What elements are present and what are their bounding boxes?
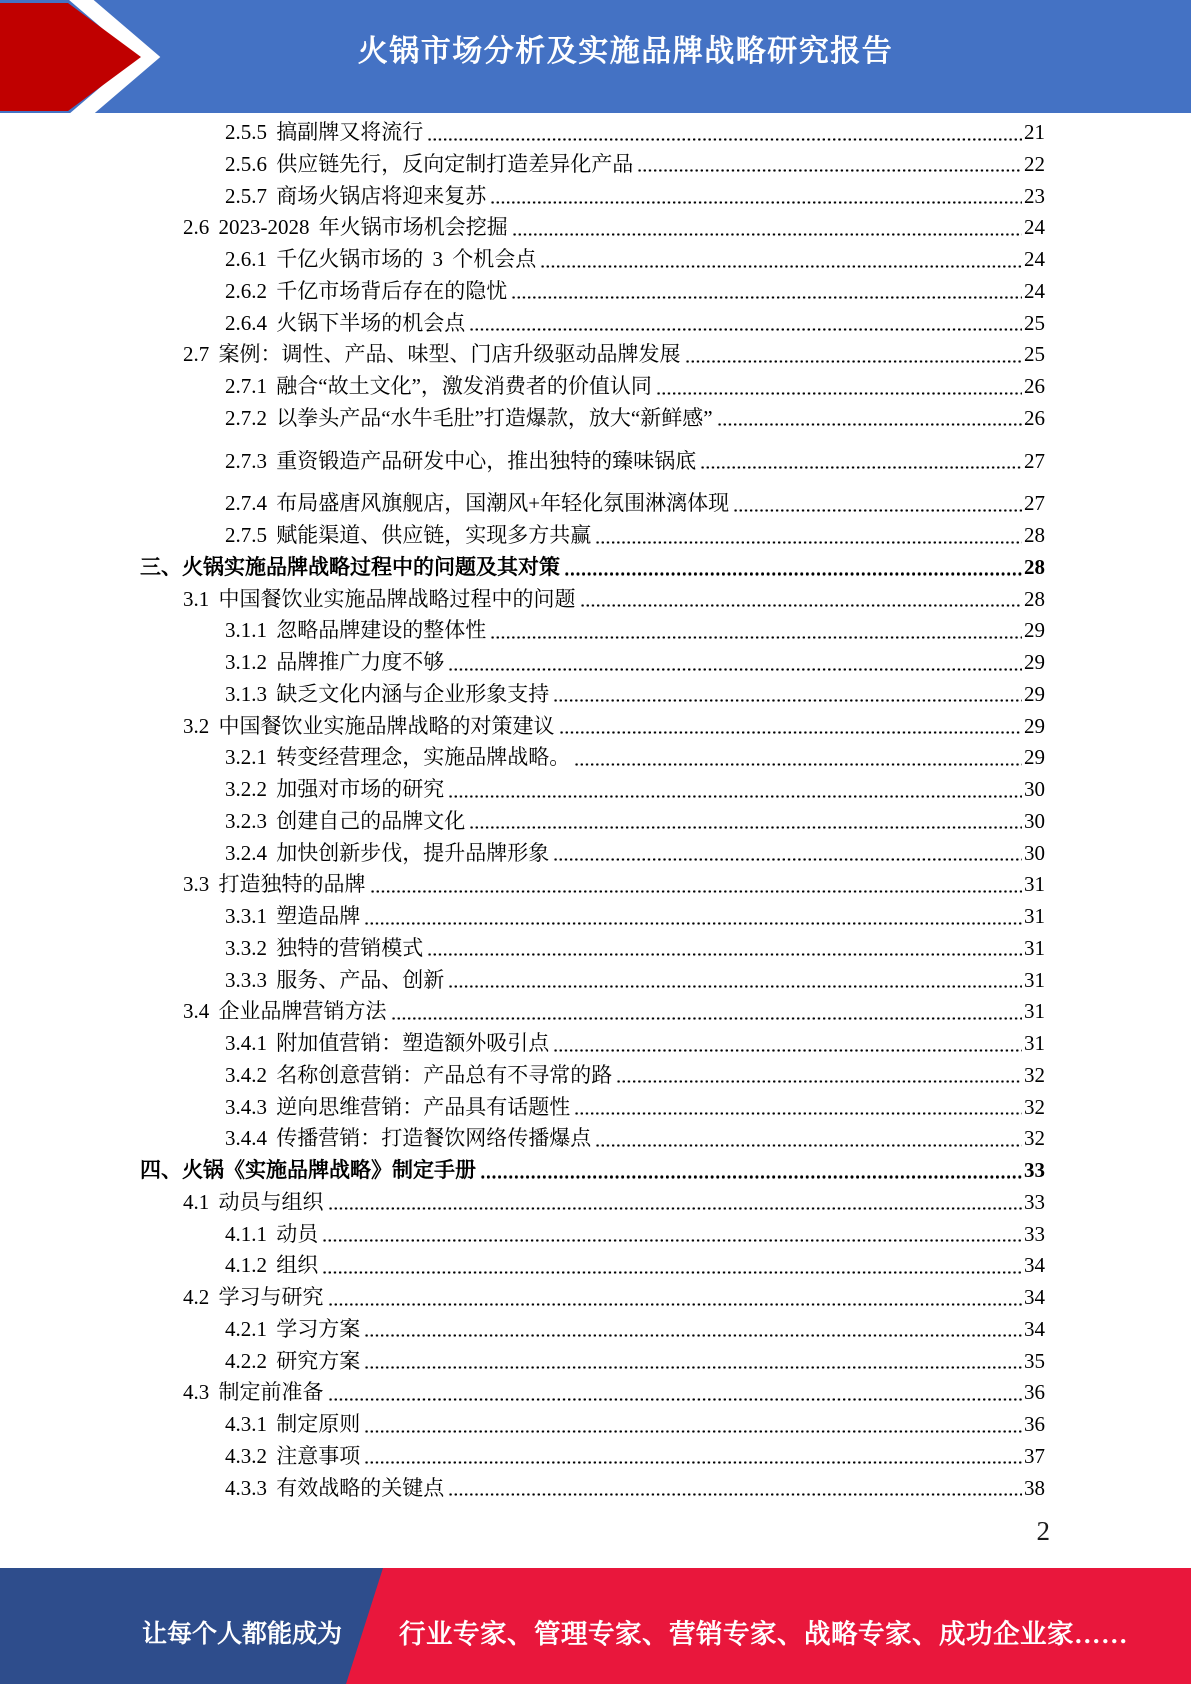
toc-entry-text: 3.3.3 服务、产品、创新 bbox=[225, 967, 445, 992]
dotted-leader bbox=[391, 996, 1023, 1028]
toc-entry-text: 3.1.1 忽略品牌建设的整体性 bbox=[225, 618, 487, 643]
dotted-leader bbox=[469, 806, 1022, 838]
dotted-leader bbox=[559, 711, 1023, 743]
toc-entry[interactable] bbox=[225, 1409, 1045, 1441]
toc-entry[interactable] bbox=[225, 1060, 1045, 1092]
toc-entry[interactable] bbox=[225, 742, 1045, 774]
toc-entry-text: 3.4.4 传播营销：打造餐饮网络传播爆点 bbox=[225, 1126, 592, 1151]
toc-page-number: 29 bbox=[1024, 713, 1045, 738]
toc-entry-text: 3.4.1 附加值营销：塑造额外吸引点 bbox=[225, 1031, 550, 1055]
toc-entry-text: 2.6.2 千亿市场背后存在的隐忧 bbox=[225, 278, 508, 303]
toc-entry[interactable] bbox=[225, 679, 1045, 711]
toc-page-number: 36 bbox=[1024, 1380, 1045, 1405]
toc-page-number: 30 bbox=[1024, 840, 1045, 865]
toc-entry-text: 4.1 动员与组织 bbox=[183, 1189, 324, 1214]
footer-slogan-right: 行业专家、管理专家、营销专家、战略专家、成功企业家…… bbox=[399, 1619, 1128, 1649]
toc-entry[interactable] bbox=[183, 584, 1045, 616]
toc-page-number: 30 bbox=[1024, 808, 1045, 833]
dotted-leader bbox=[364, 1441, 1022, 1473]
dotted-leader bbox=[512, 212, 1022, 244]
dotted-leader bbox=[490, 615, 1022, 647]
toc-entry[interactable] bbox=[225, 276, 1045, 308]
toc-entry-text: 3.2.3 创建自己的品牌文化 bbox=[225, 808, 466, 833]
toc-entry[interactable] bbox=[183, 212, 1045, 244]
toc-page-number: 24 bbox=[1024, 247, 1045, 271]
toc-entry-text: 3.4.2 名称创意营销：产品总有不寻常的路 bbox=[225, 1062, 613, 1087]
toc-entry[interactable] bbox=[225, 446, 1045, 478]
toc-entry-text: 2.7.2 以拳头产品“水牛毛肚”打造爆款，放大“新鲜感” bbox=[225, 405, 713, 430]
toc-page-number: 31 bbox=[1024, 1031, 1045, 1055]
toc-entry-text: 2.6 2023-2028 年火锅市场机会挖掘 bbox=[183, 215, 508, 240]
toc-page-number: 28 bbox=[1024, 554, 1045, 579]
toc-entry[interactable] bbox=[225, 965, 1045, 997]
toc-entry[interactable] bbox=[183, 869, 1045, 901]
toc-entry[interactable] bbox=[225, 1028, 1045, 1060]
toc-entry[interactable] bbox=[225, 244, 1045, 276]
dotted-leader bbox=[322, 1219, 1022, 1251]
toc-entry[interactable] bbox=[225, 1123, 1045, 1155]
toc-entry-text: 4.3.3 有效战略的关键点 bbox=[225, 1475, 445, 1500]
toc-page-number: 34 bbox=[1024, 1316, 1045, 1341]
toc-page-number: 31 bbox=[1024, 967, 1045, 992]
toc-entry-text: 3.2.4 加快创新步伐，提升品牌形象 bbox=[225, 840, 550, 865]
toc-page-number: 35 bbox=[1024, 1348, 1045, 1373]
toc-entry[interactable] bbox=[225, 838, 1045, 870]
toc-entry-text: 三、火锅实施品牌战略过程中的问题及其对策 bbox=[140, 554, 560, 579]
dotted-leader bbox=[553, 679, 1022, 711]
dotted-leader bbox=[448, 647, 1022, 679]
toc-entry-text: 2.7.4 布局盛唐风旗舰店，国潮风+年轻化氛围淋漓体现 bbox=[225, 491, 730, 516]
dotted-leader bbox=[616, 1060, 1022, 1092]
toc-entry[interactable] bbox=[225, 149, 1045, 181]
toc-page-number: 27 bbox=[1024, 491, 1045, 516]
toc-entry[interactable] bbox=[183, 1282, 1045, 1314]
toc-entry[interactable] bbox=[225, 488, 1045, 520]
dotted-leader bbox=[685, 339, 1023, 371]
toc-entry[interactable] bbox=[225, 1314, 1045, 1346]
dotted-leader bbox=[595, 520, 1022, 552]
toc-entry-text: 2.7.3 重资锻造产品研发中心，推出独特的臻味锅底 bbox=[225, 448, 697, 473]
toc-entry[interactable] bbox=[225, 308, 1045, 340]
toc-entry[interactable] bbox=[225, 1441, 1045, 1473]
toc-entry-text: 3.1 中国餐饮业实施品牌战略过程中的问题 bbox=[183, 586, 576, 611]
toc-entry[interactable] bbox=[225, 1473, 1045, 1505]
dotted-leader bbox=[700, 446, 1022, 478]
toc-entry-text: 2.7.1 融合“故土文化”，激发消费者的价值认同 bbox=[225, 374, 652, 398]
toc-entry-text: 2.5.7 商场火锅店将迎来复苏 bbox=[225, 183, 487, 208]
toc-page-number: 31 bbox=[1024, 904, 1045, 928]
toc-entry-text: 3.2.2 加强对市场的研究 bbox=[225, 777, 445, 801]
toc-entry-text: 4.3.1 制定原则 bbox=[225, 1412, 361, 1436]
dotted-leader bbox=[370, 869, 1023, 901]
toc-page-number: 29 bbox=[1024, 745, 1045, 770]
dotted-leader bbox=[553, 838, 1022, 870]
toc-entry[interactable] bbox=[225, 774, 1045, 806]
toc-entry[interactable] bbox=[225, 1250, 1045, 1282]
footer-slogan-left: 让每个人都能成为 bbox=[142, 1621, 343, 1648]
toc-entry[interactable] bbox=[183, 1187, 1045, 1219]
toc-entry-text: 4.2.1 学习方案 bbox=[225, 1316, 361, 1341]
toc-entry-text: 2.6.1 千亿火锅市场的 3 个机会点 bbox=[225, 247, 537, 271]
page-number: 2 bbox=[1036, 1516, 1050, 1546]
toc-page-number: 22 bbox=[1024, 151, 1045, 176]
toc-entry[interactable] bbox=[183, 711, 1045, 743]
toc-page-number: 25 bbox=[1024, 310, 1045, 335]
toc-entry-text: 3.4 企业品牌营销方法 bbox=[183, 999, 387, 1024]
toc-page-number: 33 bbox=[1024, 1189, 1045, 1214]
dotted-leader bbox=[580, 584, 1023, 616]
toc-entry-text: 4.1.2 组织 bbox=[225, 1253, 319, 1278]
toc-page-number: 36 bbox=[1024, 1412, 1045, 1436]
toc-page-number: 29 bbox=[1024, 681, 1045, 706]
toc-entry-text: 3.3 打造独特的品牌 bbox=[183, 872, 366, 897]
toc-entry-text: 2.5.5 搞副牌又将流行 bbox=[225, 120, 424, 144]
dotted-leader bbox=[448, 1473, 1022, 1505]
toc-page-number: 34 bbox=[1024, 1253, 1045, 1278]
toc-entry-text: 3.4.3 逆向思维营销：产品具有话题性 bbox=[225, 1094, 571, 1119]
dotted-leader bbox=[469, 308, 1022, 340]
toc-entry[interactable] bbox=[225, 1219, 1045, 1251]
toc-page-number: 30 bbox=[1024, 777, 1045, 801]
dotted-leader bbox=[427, 117, 1022, 149]
toc-entry[interactable] bbox=[225, 1346, 1045, 1378]
toc-entry-text: 2.6.4 火锅下半场的机会点 bbox=[225, 310, 466, 335]
dotted-leader bbox=[448, 965, 1022, 997]
toc-entry-text: 4.2.2 研究方案 bbox=[225, 1348, 361, 1373]
toc-entry[interactable] bbox=[225, 181, 1045, 213]
dotted-leader bbox=[364, 1409, 1022, 1441]
dotted-leader bbox=[564, 552, 1022, 584]
toc-entry-text: 3.1.3 缺乏文化内涵与企业形象支持 bbox=[225, 681, 550, 706]
toc-entry[interactable] bbox=[225, 647, 1045, 679]
footer-band bbox=[0, 1568, 1191, 1684]
toc-page-number: 32 bbox=[1024, 1094, 1045, 1119]
toc-page-number: 37 bbox=[1024, 1443, 1045, 1468]
dotted-leader bbox=[480, 1155, 1022, 1187]
toc-page-number: 29 bbox=[1024, 650, 1045, 674]
toc-entry-text: 3.2.1 转变经营理念，实施品牌战略。 bbox=[225, 745, 571, 770]
toc-page-number: 24 bbox=[1024, 215, 1045, 240]
toc-entry-text: 3.2 中国餐饮业实施品牌战略的对策建议 bbox=[183, 713, 555, 738]
toc-page-number: 28 bbox=[1024, 523, 1045, 547]
dotted-leader bbox=[364, 1314, 1022, 1346]
toc-page-number: 31 bbox=[1024, 999, 1045, 1024]
toc-entry[interactable] bbox=[183, 1377, 1045, 1409]
dotted-leader bbox=[540, 244, 1022, 276]
dotted-leader bbox=[328, 1187, 1023, 1219]
toc-entry[interactable] bbox=[140, 552, 1045, 584]
table-of-contents bbox=[0, 117, 1191, 1504]
dotted-leader bbox=[637, 149, 1022, 181]
toc-entry-text: 4.3 制定前准备 bbox=[183, 1380, 324, 1405]
toc-entry[interactable] bbox=[225, 403, 1045, 435]
toc-page-number: 38 bbox=[1024, 1475, 1045, 1500]
dotted-leader bbox=[733, 488, 1022, 520]
dotted-leader bbox=[328, 1377, 1023, 1409]
dotted-leader bbox=[364, 1346, 1022, 1378]
dotted-leader bbox=[574, 1092, 1022, 1124]
toc-entry-text: 四、火锅《实施品牌战略》制定手册 bbox=[140, 1158, 476, 1182]
dotted-leader bbox=[656, 371, 1022, 403]
dotted-leader bbox=[595, 1123, 1022, 1155]
toc-entry-text: 3.3.2 独特的营销模式 bbox=[225, 935, 424, 960]
dotted-leader bbox=[364, 901, 1022, 933]
report-title: 火锅市场分析及实施品牌战略研究报告 bbox=[357, 35, 894, 68]
toc-page-number: 29 bbox=[1024, 618, 1045, 643]
toc-page-number: 31 bbox=[1024, 935, 1045, 960]
toc-entry[interactable] bbox=[225, 1092, 1045, 1124]
toc-page-number: 25 bbox=[1024, 342, 1045, 367]
dotted-leader bbox=[511, 276, 1022, 308]
toc-entry[interactable] bbox=[183, 339, 1045, 371]
toc-entry-text: 2.7.5 赋能渠道、供应链，实现多方共赢 bbox=[225, 523, 592, 547]
toc-entry-text: 4.3.2 注意事项 bbox=[225, 1443, 361, 1468]
dotted-leader bbox=[553, 1028, 1022, 1060]
toc-page-number: 32 bbox=[1024, 1126, 1045, 1151]
toc-entry-text: 3.3.1 塑造品牌 bbox=[225, 904, 361, 928]
toc-entry[interactable] bbox=[225, 520, 1045, 552]
dotted-leader bbox=[427, 933, 1022, 965]
toc-entry-text: 3.1.2 品牌推广力度不够 bbox=[225, 650, 445, 674]
toc-page-number: 26 bbox=[1024, 405, 1045, 430]
toc-page-number: 34 bbox=[1024, 1285, 1045, 1309]
toc-entry-text: 4.1.1 动员 bbox=[225, 1221, 319, 1246]
toc-entry[interactable] bbox=[225, 901, 1045, 933]
toc-page-number: 28 bbox=[1024, 586, 1045, 611]
dotted-leader bbox=[490, 181, 1022, 213]
toc-page-number: 21 bbox=[1024, 120, 1045, 144]
toc-page-number: 27 bbox=[1024, 448, 1045, 473]
toc-entry[interactable] bbox=[225, 615, 1045, 647]
dotted-leader bbox=[328, 1282, 1023, 1314]
header-banner bbox=[0, 0, 1191, 113]
dotted-leader bbox=[717, 403, 1022, 435]
toc-page-number: 33 bbox=[1024, 1158, 1045, 1182]
toc-entry[interactable] bbox=[225, 806, 1045, 838]
toc-entry[interactable] bbox=[225, 117, 1045, 149]
toc-page-number: 32 bbox=[1024, 1062, 1045, 1087]
toc-page-number: 23 bbox=[1024, 183, 1045, 208]
toc-entry[interactable] bbox=[140, 1155, 1045, 1187]
toc-page-number: 31 bbox=[1024, 872, 1045, 897]
toc-entry[interactable] bbox=[225, 371, 1045, 403]
dotted-leader bbox=[322, 1250, 1022, 1282]
toc-page-number: 24 bbox=[1024, 278, 1045, 303]
dotted-leader bbox=[574, 742, 1022, 774]
toc-entry-text: 2.7 案例：调性、产品、味型、门店升级驱动品牌发展 bbox=[183, 342, 681, 367]
toc-entry[interactable] bbox=[183, 996, 1045, 1028]
toc-entry-text: 4.2 学习与研究 bbox=[183, 1285, 324, 1309]
toc-entry-text: 2.5.6 供应链先行，反向定制打造差异化产品 bbox=[225, 151, 634, 176]
toc-entry[interactable] bbox=[225, 933, 1045, 965]
toc-page-number: 26 bbox=[1024, 374, 1045, 398]
dotted-leader bbox=[448, 774, 1022, 806]
toc-page-number: 33 bbox=[1024, 1221, 1045, 1246]
